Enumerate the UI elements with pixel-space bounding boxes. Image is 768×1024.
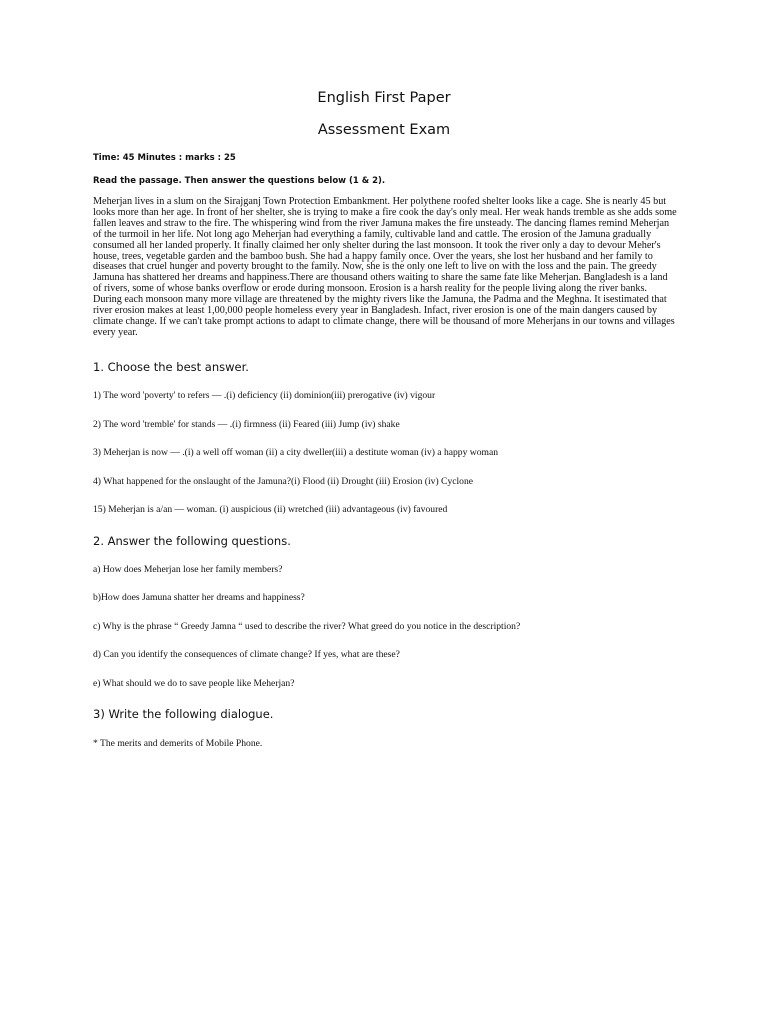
- passage-text: Meherjan lives in a slum on the Sirajganj Town Protection Embankment. Her polythene roofed shelter looks like a cage. She is nearly 45 but looks more than her age. In front of her shelter, she is trying to make a fire cook the day's only meal. Her weak hands tremble as she adds some fallen leaves and straw to the fire. The whispering wind from the river Jamuna makes the fire unsteady. The dancing flames remind Meherjan of the turmoil in her life. Not long ago Meherjan had everything a family, cultivable land and cattle. The erosion of the Jamuna gradually consumed all her landed properly. It finally claimed her only shelter during the last monsoon. It took the river only a day to devour Meher's house, trees, vegetable garden and the bamboo bush. She had a happy family once. Over the years, she lost her husband and her family to diseases that cruel hunger and poverty brought to the family. Now, she is the only one left to live on with the loss and the pain. The greedy Jamuna has shattered her dreams and happiness.There are thousand others waiting to share the same fate like Meherjan. Bangladesh is a land of rivers, some of whose banks overflow or erode during monsoon. Erosion is a harsh reality for the people living along the river banks. During each monsoon many more village are threatened by the mighty rivers like the Jamuna, the Padma and the Meghna. It isestimated that river erosion makes at least 1,00,000 people homeless every year in Bangladesh. Infact, river erosion is one of the main dangers caused by climate change. If we can't take prompt actions to adapt to climate change, there will be thousand of more Meherjans in our towns and villages every year.: [93, 196, 677, 338]
- mcq-item-1: 1) The word 'poverty' to refers — .(i) deficiency (ii) dominion(iii) prerogative (iv) vigour: [93, 390, 436, 401]
- mcq-item-4: 4) What happened for the onslaught of the Jamuna?(i) Flood (ii) Drought (iii) Erosion (iv) Cyclone: [93, 476, 474, 487]
- mcq-item-5: 15) Meherjan is a/an — woman. (i) auspicious (ii) wretched (iii) advantageous (iv) favoured: [93, 504, 448, 515]
- mcq-item-2: 2) The word 'tremble' for stands — .(i) firmness (ii) Feared (iii) Jump (iv) shake: [93, 419, 400, 430]
- page-subtitle: Assessment Exam: [317, 122, 451, 138]
- question-d: d) Can you identify the consequences of climate change? If yes, what are these?: [93, 649, 400, 660]
- time-marks: Time: 45 Minutes : marks : 25: [93, 153, 236, 163]
- section-2-heading: 2. Answer the following questions.: [93, 534, 291, 548]
- mcq-item-3: 3) Meherjan is now — .(i) a well off woman (ii) a city dweller(iii) a destitute woman (iv) a happy woman: [93, 447, 499, 458]
- section-3-heading: 3) Write the following dialogue.: [93, 707, 274, 721]
- question-a: a) How does Meherjan lose her family members?: [93, 564, 283, 575]
- question-b: b)How does Jamuna shatter her dreams and happiness?: [93, 592, 305, 603]
- question-e: e) What should we do to save people like Meherjan?: [93, 678, 295, 689]
- instruction: Read the passage. Then answer the questions below (1 & 2).: [93, 176, 386, 186]
- page-title: English First Paper: [317, 90, 451, 106]
- question-c: c) Why is the phrase “ Greedy Jamna “ used to describe the river? What greed do you notice in the description?: [93, 621, 521, 632]
- dialogue-topic: * The merits and demerits of Mobile Phone.: [93, 738, 263, 749]
- section-1-heading: 1. Choose the best answer.: [93, 360, 249, 374]
